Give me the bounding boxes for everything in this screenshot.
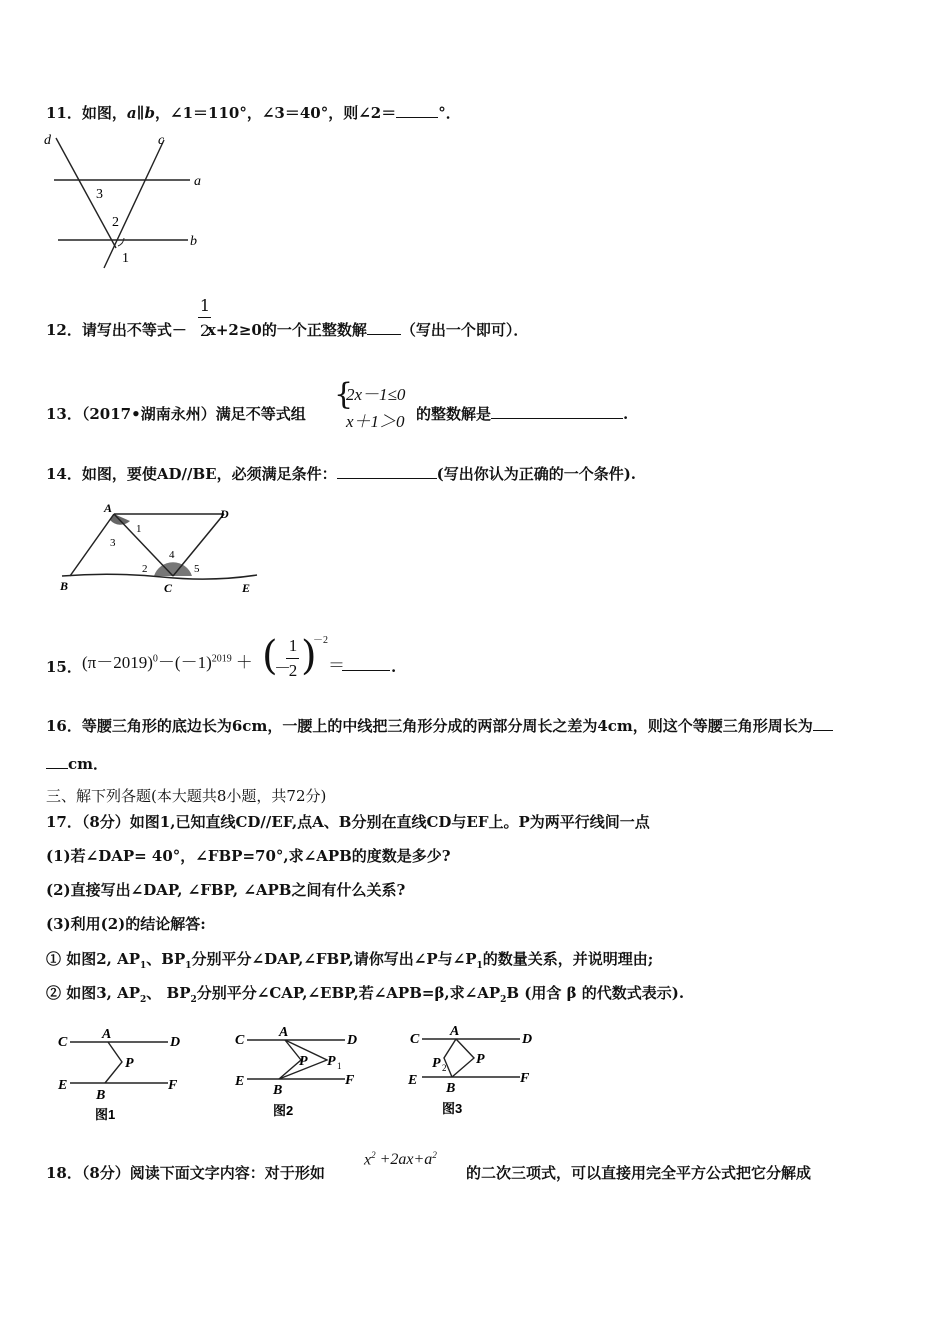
system-brace: { xyxy=(334,377,354,412)
question-text: （写出一个即可）． xyxy=(400,321,529,339)
question-13-tail xyxy=(416,404,628,424)
question-17-part-1: (1)若∠DAP= 40°，∠FBP=70°,求∠APB的度数是多少? xyxy=(46,847,451,865)
term-2: －(－1) xyxy=(157,653,212,672)
question-text: 的整数解是 xyxy=(416,405,492,423)
subscript: 1 xyxy=(476,961,483,971)
label-d: d xyxy=(44,133,51,148)
label-a: a xyxy=(194,174,201,189)
question-text: . xyxy=(391,658,397,676)
label-C: C xyxy=(58,1035,68,1050)
question-12 xyxy=(46,320,528,340)
angle-4-label: 4 xyxy=(169,549,175,561)
label-F: F xyxy=(345,1073,355,1088)
answer-blank[interactable] xyxy=(491,404,623,419)
plus-sign: ＋ xyxy=(235,653,253,672)
equals-sign: ＝ xyxy=(328,656,345,675)
question-text: （2017•湖南永州）满足不等式组 xyxy=(81,405,306,423)
question-11 xyxy=(46,103,461,123)
subscript: 1 xyxy=(185,961,192,971)
section-heading: 三、解下列各题(本大题共8小题，共72分) xyxy=(46,787,327,805)
answer-blank[interactable] xyxy=(337,464,437,479)
angle-3-label: 3 xyxy=(96,187,103,202)
exponent: 2 xyxy=(371,1150,376,1160)
answer-blank[interactable] xyxy=(367,320,401,335)
label-E: E xyxy=(408,1073,418,1088)
subscript: 2 xyxy=(140,995,147,1005)
label-D: D xyxy=(347,1033,358,1048)
label-b: b xyxy=(190,234,197,249)
question-text: B (用含 β 的代数式表示). xyxy=(506,984,685,1002)
label-E: E xyxy=(58,1078,68,1093)
question-text: ② 如图3, AP xyxy=(46,984,141,1002)
question-text: 分别平分∠DAP,∠FBP,请你写出∠P与∠P xyxy=(191,950,477,968)
answer-blank[interactable] xyxy=(46,754,68,769)
figure-2 xyxy=(234,1025,357,1118)
question-18 xyxy=(46,1163,325,1183)
subscript: 2 xyxy=(500,995,507,1005)
label-E: E xyxy=(235,1074,245,1089)
exponent: 2 xyxy=(432,1150,437,1160)
label-C: C xyxy=(164,581,173,595)
figure-q14-quadrilateral xyxy=(52,498,264,598)
answer-blank[interactable] xyxy=(396,103,438,118)
question-text: 如图， xyxy=(81,104,127,122)
caption-figure-1: 图1 xyxy=(95,1107,116,1122)
label-A: A xyxy=(279,1025,289,1040)
left-paren: ( xyxy=(262,633,278,679)
question-text: 分别平分∠CAP,∠EBP,若∠APB=β,求∠AP xyxy=(196,984,501,1002)
line-d xyxy=(56,138,116,248)
question-text: (写出你认为正确的一个条件). xyxy=(436,465,637,483)
exponent-1: 0 xyxy=(152,653,158,665)
question-17-intro: 17．（8分）如图1,已知直线CD//EF,点A、B分别在直线CD与EF上。P为两平行线间一点 xyxy=(46,813,650,831)
angle-5-label: 5 xyxy=(194,563,200,575)
term-1: (π－2019) xyxy=(82,653,153,672)
label-P1: P xyxy=(327,1054,336,1069)
label-P: P xyxy=(299,1054,308,1069)
right-paren: ) xyxy=(301,633,317,679)
figure-q11-parallel-lines xyxy=(40,128,210,273)
inequality-line-2: x＋1＞0 xyxy=(346,412,405,431)
expression-q15 xyxy=(82,648,253,673)
question-16-line-1 xyxy=(46,716,833,736)
caption-figure-2: 图2 xyxy=(273,1103,294,1118)
subscript: 2 xyxy=(190,995,197,1005)
fraction-denominator: 2 xyxy=(288,661,298,680)
figures-q17 xyxy=(50,1022,550,1127)
path-APB xyxy=(452,1039,474,1077)
angle-2-label: 2 xyxy=(142,563,148,575)
label-D: D xyxy=(522,1032,533,1047)
question-text: ① 如图2, AP xyxy=(46,950,141,968)
question-text: x+2≥0的一个正整数解 xyxy=(206,321,367,339)
label-A: A xyxy=(104,501,113,515)
question-number: 13． xyxy=(46,405,82,423)
question-text: 、BP xyxy=(146,950,186,968)
question-text: 的二次三项式，可以直接用完全平方公式把它分解成 xyxy=(466,1164,812,1182)
label-D: D xyxy=(170,1035,181,1050)
exponent-2: 2019 xyxy=(211,653,232,665)
question-number: 11． xyxy=(46,104,82,122)
question-text: ，∠1＝110°，∠3＝40°，则∠2＝ xyxy=(155,104,397,122)
parallel-condition: a∥b xyxy=(126,104,156,122)
question-17-part-3: (3)利用(2)的结论解答: xyxy=(46,915,206,933)
minus-sign: － xyxy=(274,659,291,678)
caption-figure-3: 图3 xyxy=(442,1101,463,1116)
angle-2-label: 2 xyxy=(112,215,119,230)
label-B: B xyxy=(96,1088,106,1103)
figure-3 xyxy=(407,1024,532,1116)
label-c: c xyxy=(158,133,165,148)
question-16-line-2 xyxy=(46,754,108,774)
question-text: °． xyxy=(438,104,461,122)
figure-1 xyxy=(57,1027,180,1122)
angle-1-label: 1 xyxy=(136,523,142,535)
variable-x: x xyxy=(364,1151,372,1169)
inequality-line-1: 2x－1≤0 xyxy=(346,385,406,404)
question-text: 、 BP xyxy=(146,984,191,1002)
question-text: cm． xyxy=(68,755,109,773)
label-B: B xyxy=(273,1083,283,1098)
question-text: 的数量关系，并说明理由; xyxy=(482,950,654,968)
quadratic-expression xyxy=(364,1150,437,1169)
question-number: 15． xyxy=(46,658,82,676)
question-17-part-3a xyxy=(46,949,653,976)
fraction-bar xyxy=(198,317,211,318)
expression-text: +2ax+a xyxy=(379,1151,433,1169)
label-C: C xyxy=(235,1033,245,1048)
answer-blank[interactable] xyxy=(813,716,833,731)
angle-1-label: 1 xyxy=(122,251,129,266)
question-14 xyxy=(46,464,636,484)
question-number: 12． xyxy=(46,321,82,339)
label-P2: P xyxy=(432,1056,441,1071)
angle-C-shade xyxy=(154,562,192,576)
label-P1-subscript: 1 xyxy=(337,1061,342,1071)
label-B: B xyxy=(446,1081,456,1096)
angle-3-label: 3 xyxy=(110,537,116,549)
subscript: 1 xyxy=(140,961,147,971)
exponent-3: －2 xyxy=(313,635,328,646)
label-A: A xyxy=(450,1024,460,1039)
question-number: 14． xyxy=(46,465,82,483)
label-B: B xyxy=(60,579,69,593)
question-text: 18．（8分）阅读下面文字内容：对于形如 xyxy=(46,1164,325,1182)
label-F: F xyxy=(168,1078,178,1093)
label-P: P xyxy=(476,1052,485,1067)
label-F: F xyxy=(520,1071,530,1086)
label-A: A xyxy=(102,1027,112,1042)
label-P2-subscript: 2 xyxy=(442,1063,447,1073)
fraction-denominator: 2 xyxy=(199,321,211,340)
label-P: P xyxy=(125,1056,134,1071)
line-c xyxy=(104,140,164,268)
question-17-part-3b xyxy=(46,983,684,1010)
question-text: 请写出不等式－ xyxy=(81,321,187,339)
path-APB xyxy=(105,1042,122,1083)
question-17-part-2: (2)直接写出∠DAP, ∠FBP, ∠APB之间有什么关系? xyxy=(46,881,406,899)
segment-AB xyxy=(70,514,114,576)
fraction-numerator: 1 xyxy=(199,296,211,315)
label-D: D xyxy=(220,507,229,521)
fraction-bar xyxy=(286,658,299,659)
answer-blank[interactable] xyxy=(342,670,390,671)
question-text: . xyxy=(623,405,629,423)
label-E: E xyxy=(242,581,251,595)
question-13 xyxy=(46,404,306,424)
label-C: C xyxy=(410,1032,420,1047)
question-text: 如图，要使AD//BE，必须满足条件： xyxy=(81,465,337,483)
question-15-number xyxy=(46,657,82,677)
fraction-numerator: 1 xyxy=(288,636,298,655)
question-text: 16．等腰三角形的底边长为6cm，一腰上的中线把三角形分成的两部分周长之差为4cm，则这个等腰三角形周长为 xyxy=(46,717,813,735)
